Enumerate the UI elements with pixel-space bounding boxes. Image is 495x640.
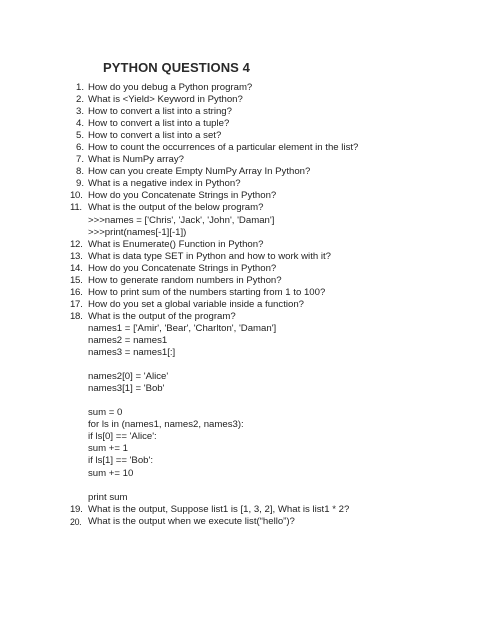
question-item	[70, 251, 480, 263]
code-line: sum = 0	[88, 407, 123, 419]
question-item	[70, 239, 480, 251]
question-number: 2.	[75, 94, 84, 106]
question-number: 13.	[70, 250, 83, 262]
question-item	[70, 263, 480, 275]
question-number: 5.	[75, 130, 84, 142]
question-text: How do you debug a Python program?	[88, 82, 253, 93]
question-item	[70, 287, 480, 299]
question-text: What is Enumerate() Function in Python?	[88, 238, 264, 250]
code-line: if ls[1] == 'Bob':	[88, 455, 153, 467]
code-line: names1 = ['Amir', 'Bear', 'Charlton', 'Daman']	[88, 322, 277, 334]
question-item	[70, 130, 480, 142]
question-text: What is <Yield> Keyword in Python?	[88, 94, 243, 106]
question-number: 16.	[70, 286, 83, 298]
question-number: 14.	[70, 262, 83, 274]
code-line: names3 = names1[:]	[88, 347, 176, 359]
question-number: 6.	[75, 142, 84, 154]
question-number: 12.	[70, 238, 83, 250]
question-text: How to count the occurrences of a particular element in the list?	[88, 142, 359, 154]
question-text: How do you set a global variable inside a function?	[88, 298, 304, 310]
question-text: How can you create Empty NumPy Array In Python?	[88, 166, 311, 178]
question-number: 4.	[75, 118, 84, 130]
question-item	[70, 516, 480, 528]
question-text: How to convert a list into a string?	[88, 106, 232, 118]
question-item	[70, 504, 480, 516]
code-line: >>>print(names[-1][-1])	[88, 226, 187, 238]
question-text: How do you Concatenate Strings in Python?	[88, 190, 277, 202]
document-title: PYTHON QUESTIONS 4	[103, 60, 250, 75]
question-item	[70, 154, 480, 166]
code-line: print sum	[88, 491, 128, 503]
question-item	[70, 94, 480, 106]
question-number: 18.	[70, 310, 83, 322]
question-number: 3.	[75, 106, 84, 118]
question-text: How to convert a list into a tuple?	[88, 118, 230, 130]
code-line: >>>names = ['Chris', 'Jack', 'John', 'Daman']	[88, 214, 275, 226]
question-item	[70, 142, 480, 154]
question-item	[70, 202, 480, 214]
question-item	[70, 82, 480, 94]
question-number: 7.	[75, 154, 84, 166]
question-list	[70, 82, 480, 528]
blank-line	[70, 480, 480, 492]
code-line: sum += 1	[88, 443, 128, 455]
code-line: names2[0] = 'Alice'	[88, 371, 169, 383]
question-number: 10.	[70, 190, 83, 202]
question-item	[70, 299, 480, 311]
code-line: names3[1] = 'Bob'	[88, 383, 165, 395]
question-text: How do you Concatenate Strings in Python?	[88, 262, 277, 274]
code-line: names2 = names1	[88, 334, 168, 346]
blank-line	[70, 359, 480, 371]
question-item	[70, 275, 480, 287]
question-number: 1.	[75, 82, 84, 93]
question-item	[70, 178, 480, 190]
question-text: What is NumPy array?	[88, 154, 184, 166]
question-text: What is data type SET in Python and how to work with it?	[88, 250, 331, 262]
question-text: How to generate random numbers in Python?	[88, 274, 282, 286]
question-number: 8.	[75, 166, 84, 178]
question-number: 11.	[70, 202, 82, 214]
question-text: What is the output of the below program?	[88, 202, 264, 214]
code-line: if ls[0] == 'Alice':	[88, 431, 157, 443]
question-number: 17.	[70, 298, 83, 310]
question-number: 15.	[70, 274, 83, 286]
blank-line	[70, 395, 480, 407]
question-number: 20.	[70, 516, 82, 527]
question-text: What is the output of the program?	[88, 310, 236, 322]
question-item	[70, 311, 480, 323]
question-number: 9.	[75, 178, 84, 190]
question-text: How to convert a list into a set?	[88, 130, 222, 142]
question-text: How to print sum of the numbers starting from 1 to 100?	[88, 286, 326, 298]
question-number: 19.	[70, 503, 83, 515]
question-item	[70, 166, 480, 178]
question-text: What is a negative index in Python?	[88, 178, 241, 190]
question-item	[70, 106, 480, 118]
question-item	[70, 190, 480, 202]
question-text: What is the output, Suppose list1 is [1, 3, 2], What is list1 * 2?	[88, 503, 350, 515]
code-line: for ls in (names1, names2, names3):	[88, 419, 244, 431]
question-item	[70, 118, 480, 130]
question-text: What is the output when we execute list(“hello”)?	[88, 515, 295, 527]
code-line: sum += 10	[88, 467, 134, 479]
